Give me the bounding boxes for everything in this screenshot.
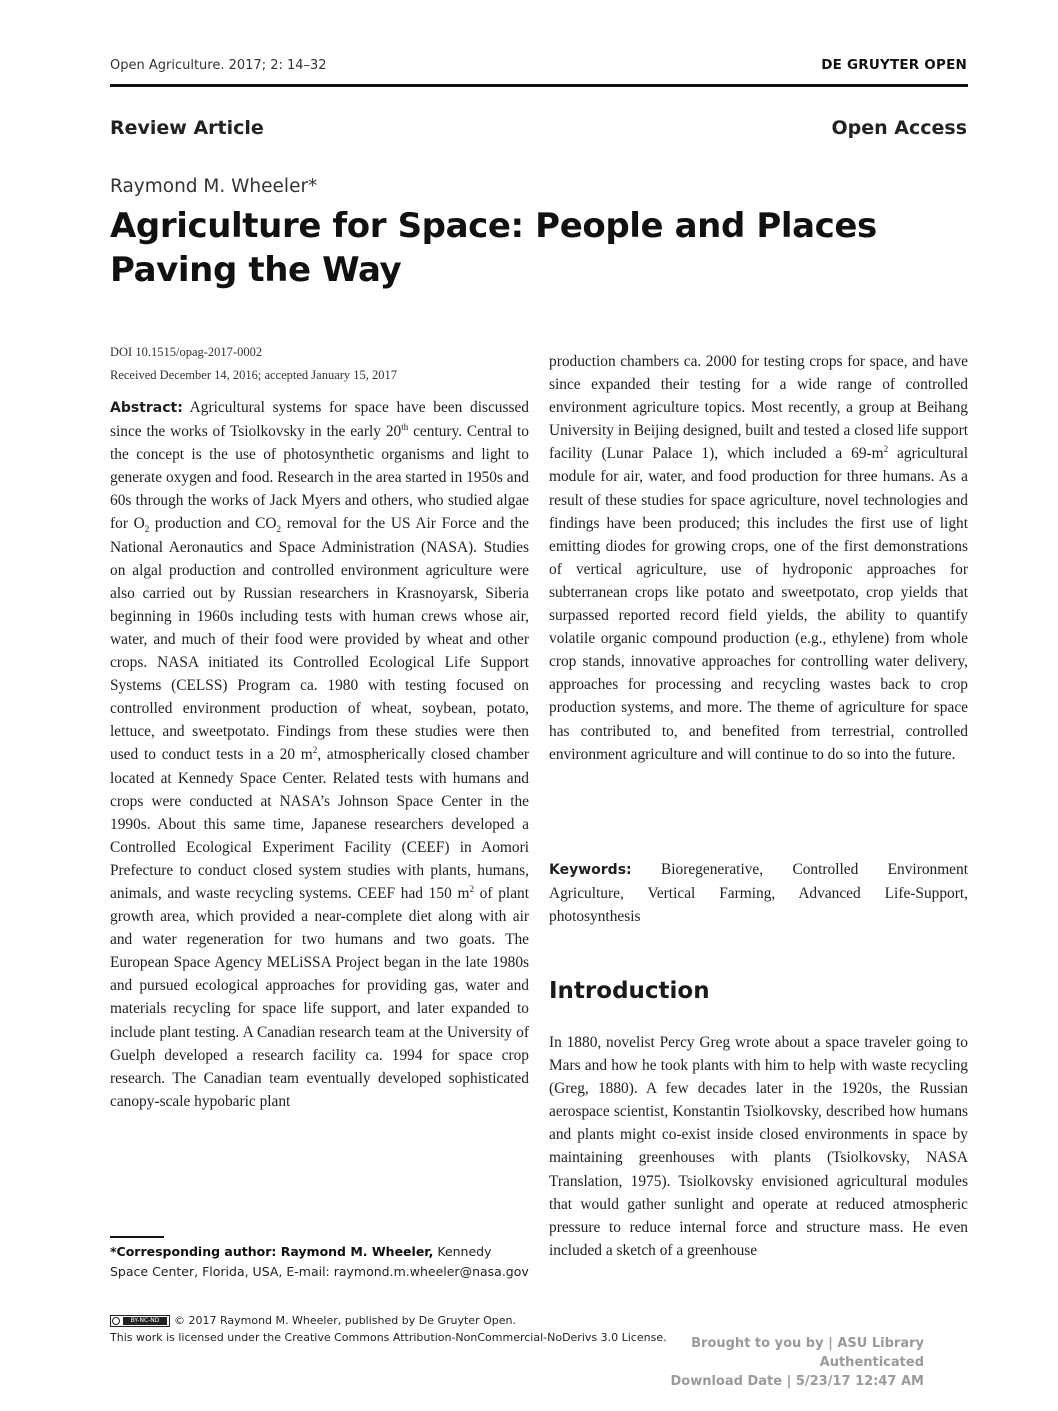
abstract-sub: 2 [144,524,150,535]
journal-citation: Open Agriculture. 2017; 2: 14–32 [110,58,327,73]
abstract-text: Agricultural systems for space have been discussed since the works of Tsiolkovsky in the early 20 [110,399,529,441]
watermark-line: Authenticated [819,1355,924,1370]
abstract-sup: th [401,421,409,432]
keywords-text: Bioregenerative, Controlled Environment Agriculture, Vertical Farming, Advanced Life-Support, photosynthesis [549,861,968,926]
doi: DOI 10.1515/opag-2017-0002 [110,345,263,359]
corresponding-author-footnote [110,1242,530,1282]
footnote-label: *Corresponding author: Raymond M. Wheeler, [110,1244,434,1259]
cc-license-icon [110,1315,170,1327]
abstract-text: of plant growth area, which provided a near-complete diet along with air and water regeneration for two humans and two goats. The European Space Agency MELiSSA Project began in the late 1980s and pursued ecological approaches for providing gas, water and materials recycling for space life support, and later expanded to include plant testing. A Canadian research team at the University of Guelph developed a research facility ca. 1994 for space crop research. The Canadian team eventually developed sophisticated canopy-scale hypobaric plant [110,884,529,1110]
abstract-text: production chambers ca. 2000 for testing crops for space, and have since expanded their testing for a wide range of controlled environment agriculture topics. Most recently, a group at Beihang University in Beijing designed, built and tested a closed life support facility (Lunar Palace 1), which included a 69-m [549,353,968,463]
keywords [549,858,968,928]
license-line: This work is licensed under the Creative Commons Attribution-NonCommercial-NoDerivs 3.0 License. [110,1331,667,1344]
introduction-heading: Introduction [549,978,710,1004]
author-name: Raymond M. Wheeler* [110,176,318,197]
publisher-logo: DE GRUYTER OPEN [821,57,967,73]
access-label: Open Access [831,117,967,139]
footnote-rule [110,1236,164,1238]
article-title: Agriculture for Space: People and Places Paving the Way [110,206,877,290]
abstract-text: , atmospherically closed chamber located at Kennedy Space Center. Related tests with humans and crops were conducted at NASA’s Johnson Space Center in the 1990s. About this same time, Japanese researchers developed a Controlled Ecological Experiment Facility (CEEF) in Aomori Prefecture to conduct closed system studies with plants, humans, animals, and waste recycling systems. CEEF had 150 m [110,746,529,902]
copyright-line: © 2017 Raymond M. Wheeler, published by De Gruyter Open. [174,1314,516,1327]
header-rule [110,84,968,87]
received-dates: Received December 14, 2016; accepted January 15, 2017 [110,368,398,382]
abstract-text: production and CO [149,515,277,533]
introduction-text: In 1880, novelist Percy Greg wrote about a space traveler going to Mars and how he took plants with him to help with waste recycling (Greg, 1880). A few decades later in the 1920s, the Russian aerospace scientist, Konstantin Tsiolkovsky, described how humans and plants might co-exist inside closed environments in space by maintaining greenhouses with plants (Tsiolkovsky, NASA Translation, 1975). Tsiolkovsky envisioned agricultural modules that would gather sunlight and operate at reduced atmospheric pressure to reduce internal force and structure mass. He even included a sketch of a greenhouse [549,1034,968,1259]
abstract-sup: 2 [469,883,474,894]
license-block [110,1312,710,1346]
cc-badge-label: BY-NC-ND [123,1317,167,1325]
footnote-text: Kennedy Space Center, Florida, USA, E-mail: raymond.m.wheeler@nasa.gov [110,1244,529,1279]
watermark-line: Brought to you by | ASU Library [691,1336,924,1351]
abstract-sub: 2 [276,524,282,535]
keywords-label: Keywords: [549,862,632,878]
abstract-sup: 2 [883,444,889,455]
abstract-sup: 2 [312,745,318,756]
abstract-right-column [549,350,968,766]
abstract-text: century. Central to the concept is the use of photosynthetic organisms and light to generate oxygen and food. Research in the area started in 1950s and 60s through the works of Jack Myers and others, who studied algae for O [110,423,530,533]
abstract-text: removal for the US Air Force and the National Aeronautics and Space Administration (NASA). Studies on algal production and controlled environment agriculture were also carried out by Russian researchers in Krasnoyarsk, Siberia beginning in 1960s including tests with human crews whose air, water, and much of their food were provided by wheat and other crops. NASA initiated its Controlled Ecological Life Support Systems (CELSS) Program ca. 1980 with testing focused on controlled environment production of wheat, soybean, potato, lettuce, and sweetpotato. Findings from these studies were then used to conduct tests in a 20 m [110,515,529,764]
watermark-line: Download Date | 5/23/17 12:47 AM [670,1374,924,1389]
abstract-text: agricultural module for air, water, and food production for three humans. As a result of these studies for space agriculture, novel technologies and findings have been produced; this includes the first use of light emitting diodes for growing crops, one of the first demonstrations of vertical agriculture, use of hydroponic approaches for subterranean crops like potato and sweetpotato, crop yields that surpassed reported record field yields, the ability to quantify volatile organic compound production (e.g., ethylene) from whole crop stands, innovative approaches for controlling water delivery, approaches for processing and recycling wastes back to crop production systems, and more. The theme of agriculture for space has contributed to, and benefited from terrestrial, controlled environment agriculture and will continue to do so into the future. [549,445,968,763]
abstract-label: Abstract: [110,400,183,416]
abstract-left-column [110,396,529,1113]
article-type: Review Article [110,117,264,139]
